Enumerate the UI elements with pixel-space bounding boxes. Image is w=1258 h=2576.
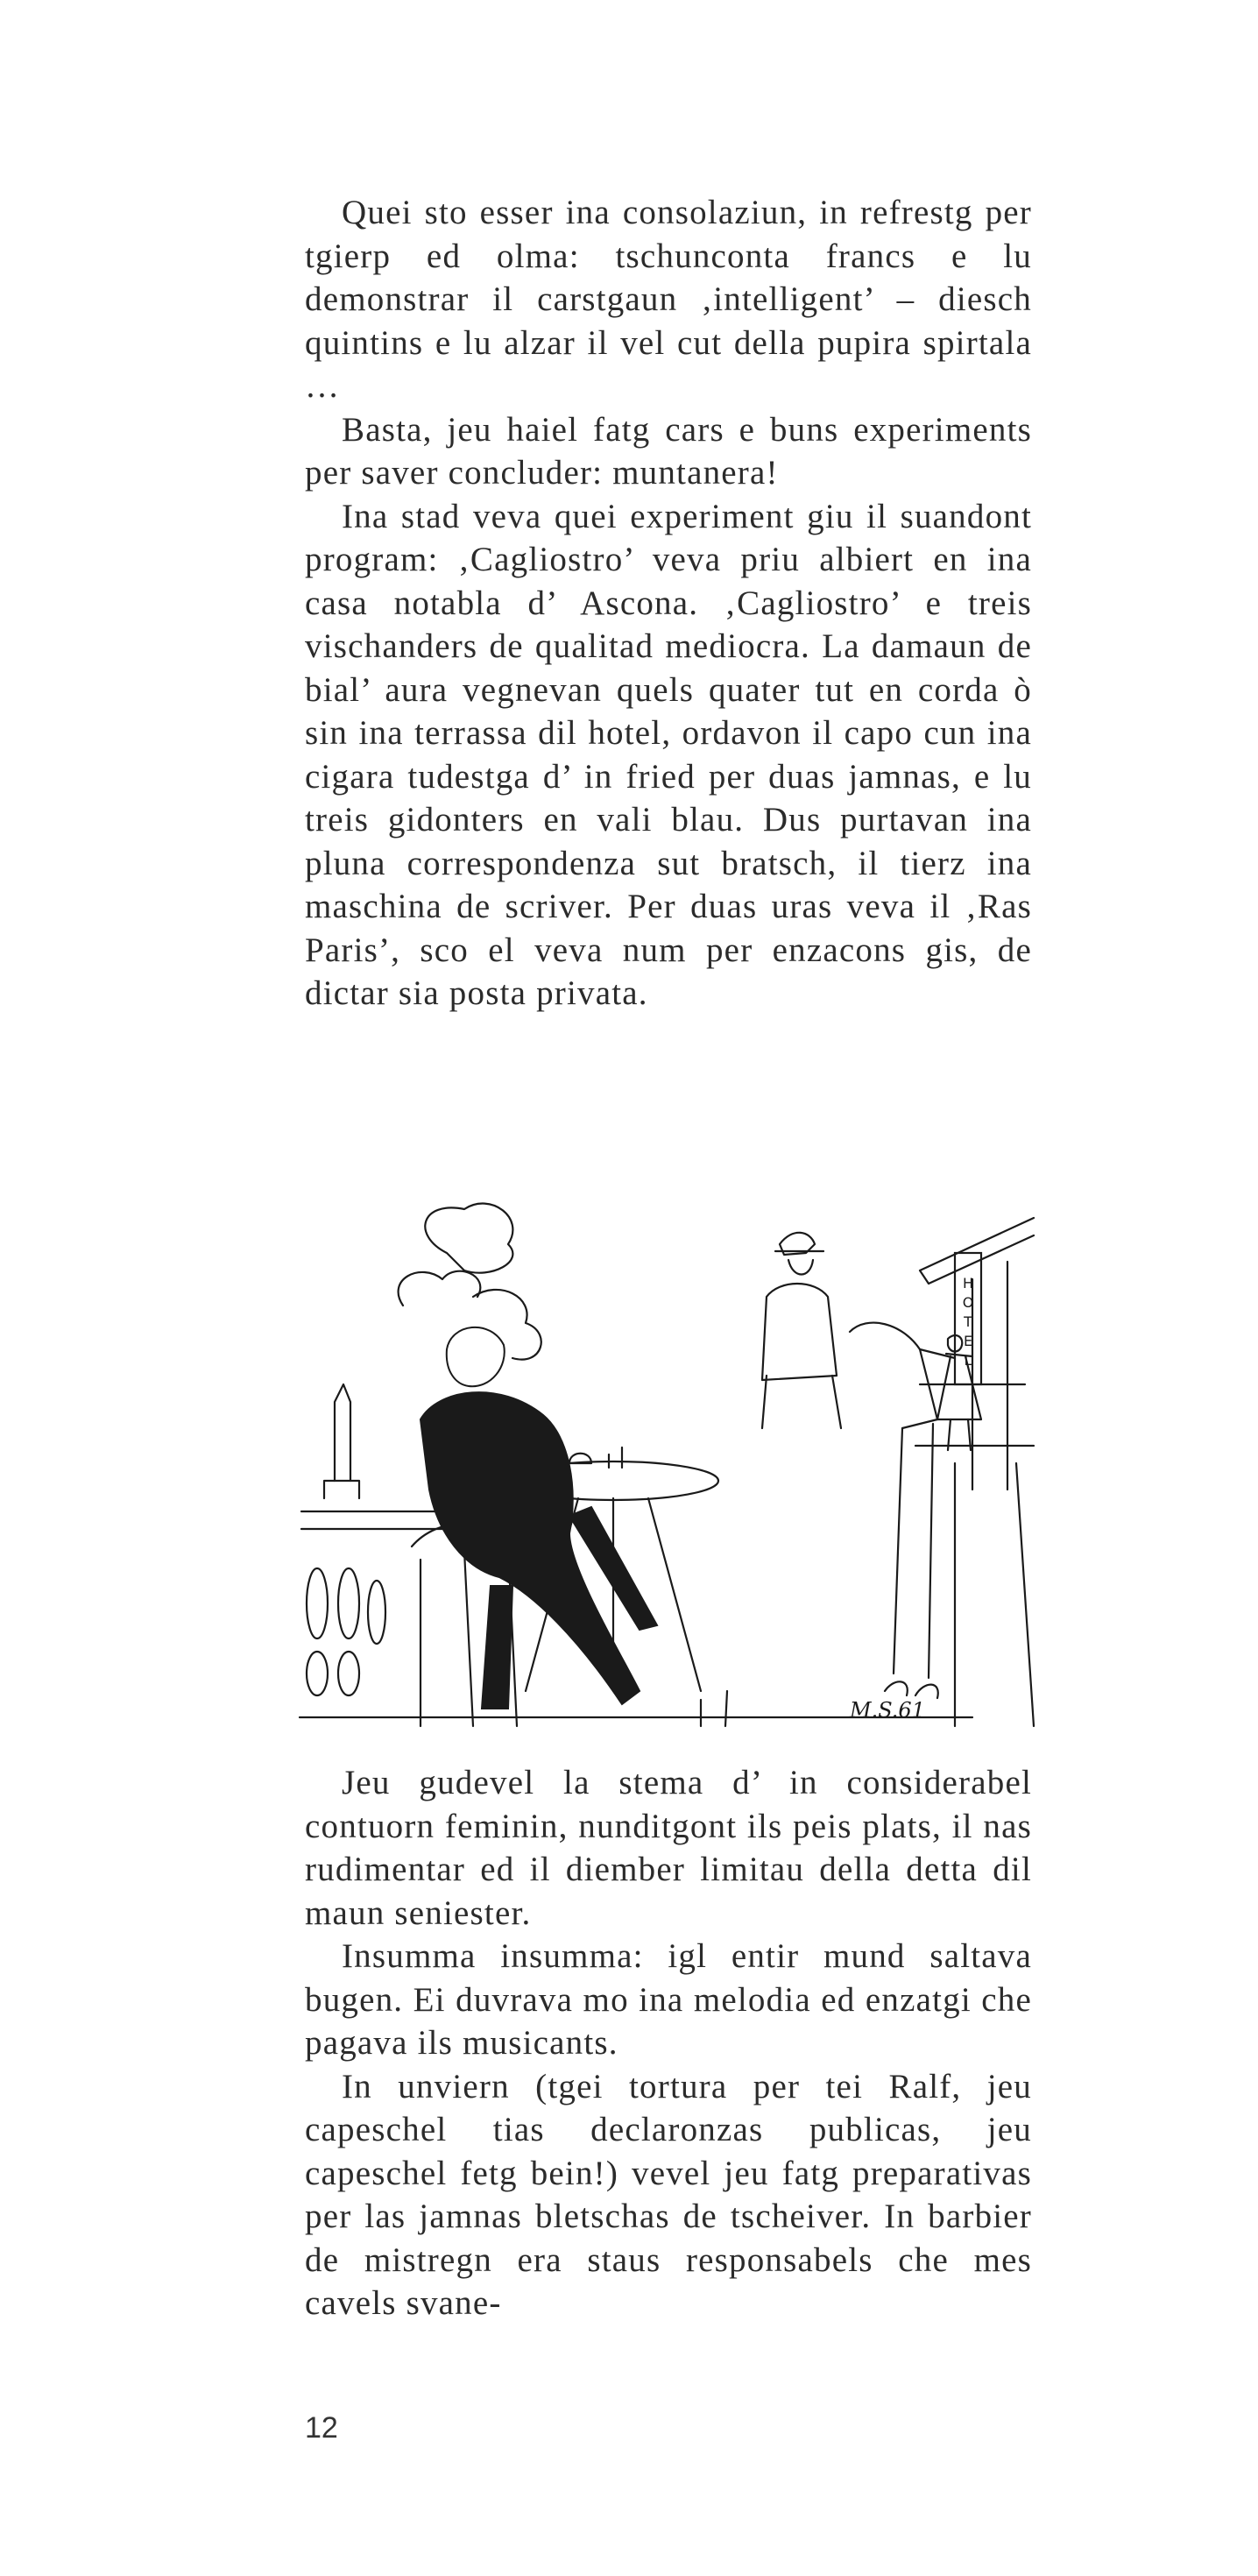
page-number: 12 [305, 2411, 338, 2445]
paragraph: Quei sto esser ina consolaziun, in refrestg per tgierp ed olma: tschunconta francs e lu demonstrar il carstgaun ‚intelligent’ – diesch quintins e lu alzar il vel cut della pupira spirtala … [305, 194, 1032, 405]
paragraph: Jeu gudevel la stema d’ in considerabel contuorn feminin, nunditgont ils peis plats, il nas rudimentar ed il diember limitau della detta dil maun seniester. [305, 1764, 1032, 1932]
text-block-top [305, 191, 1032, 1016]
cafe-terrace-illustration [289, 1200, 1042, 1744]
text-block-bottom [305, 1761, 1032, 2325]
paragraph: Insumma insumma: igl entir mund saltava bugen. Ei duvrava mo ina melodia ed enzatgi che pagava ils musicants. [305, 1937, 1032, 2062]
artist-signature: M.S.61 [850, 1698, 925, 1723]
paragraph: Ina stad veva quei experiment giu il suandont program: ‚Cagliostro’ veva priu albiert en ina casa notabla d’ Ascona. ‚Cagliostro’ e treis vischanders de qualitad mediocra. La damaun de bial’ aura vegnevan quels quater tut en corda ò sin ina terrassa dil hotel, ordavon il capo cun ina cigara tudestga d’ in fried per duas jamnas, e lu treis gidonters en vali blau. Dus purtavan ina pluna correspondenza sut bratsch, il tierz ina maschina de scriver. Per duas uras veva il ‚Ras Paris’, sco el veva num per enzacons gis, de dictar sia posta privata. [305, 497, 1032, 1012]
paragraph: In unviern (tgei tortura per tei Ralf, jeu capeschel tias declaronzas publicas, jeu capeschel fetg bein!) vevel jeu fatg preparativas per las jamnas bletschas de tscheiver. In barbier de mistregn era staus responsabels che mes cavels svane- [305, 2067, 1032, 2322]
hotel-sign-text: H O T E L [962, 1275, 974, 1369]
paragraph: Basta, jeu haiel fatg cars e buns experiments per saver concluder: muntanera! [305, 410, 1032, 492]
